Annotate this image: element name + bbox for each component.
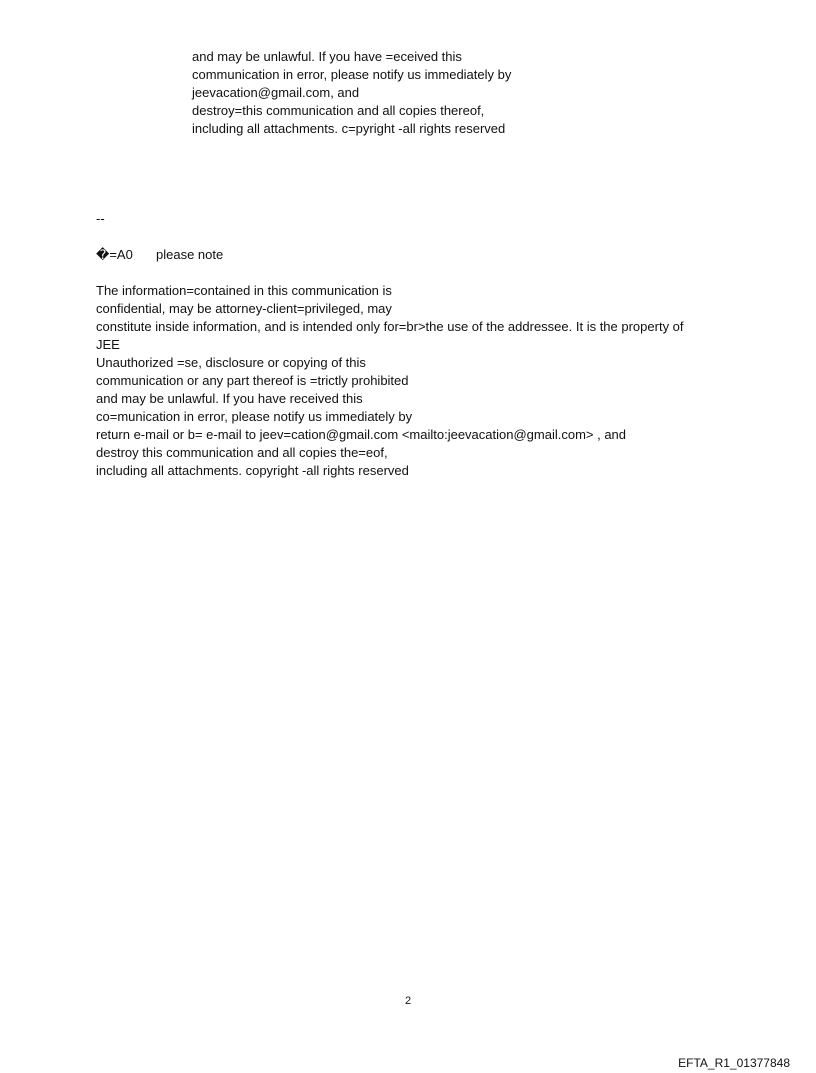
disclaimer-line: JEE <box>96 337 120 352</box>
note-marker: �=A0 <box>96 247 133 262</box>
disclaimer-line: Unauthorized =se, disclosure or copying of this <box>96 355 366 370</box>
disclaimer-line: confidential, may be attorney-client=privileged, may <box>96 301 392 316</box>
quoted-line: communication in error, please notify us immediately by <box>192 67 512 82</box>
disclaimer-line: constitute inside information, and is intended only for=br>the use of the addressee. It is the property of <box>96 319 684 334</box>
disclaimer-line: including all attachments. copyright -all rights reserved <box>96 463 409 478</box>
quoted-line: including all attachments. c=pyright -all rights reserved <box>192 121 506 136</box>
signature-separator: -- <box>96 211 105 226</box>
disclaimer-line: return e-mail or b= e-mail to jeev=cation@gmail.com <mailto:jeevacation@gmail.com> , and <box>96 427 627 442</box>
quoted-line: destroy=this communication and all copies thereof, <box>192 103 485 118</box>
disclaimer-line: and may be unlawful. If you have received this <box>96 391 363 406</box>
quoted-line: and may be unlawful. If you have =eceived this <box>192 49 462 64</box>
page-number: 2 <box>404 995 412 1007</box>
disclaimer-line: co=munication in error, please notify us immediately by <box>96 409 413 424</box>
disclaimer-line: destroy this communication and all copies the=eof, <box>96 445 388 460</box>
quoted-line: jeevacation@gmail.com, and <box>192 85 360 100</box>
document-id: EFTA_R1_01377848 <box>678 1056 790 1070</box>
note-label: please note <box>156 247 224 262</box>
disclaimer-line: The information=contained in this communication is <box>96 283 392 298</box>
disclaimer-line: communication or any part thereof is =trictly prohibited <box>96 373 409 388</box>
